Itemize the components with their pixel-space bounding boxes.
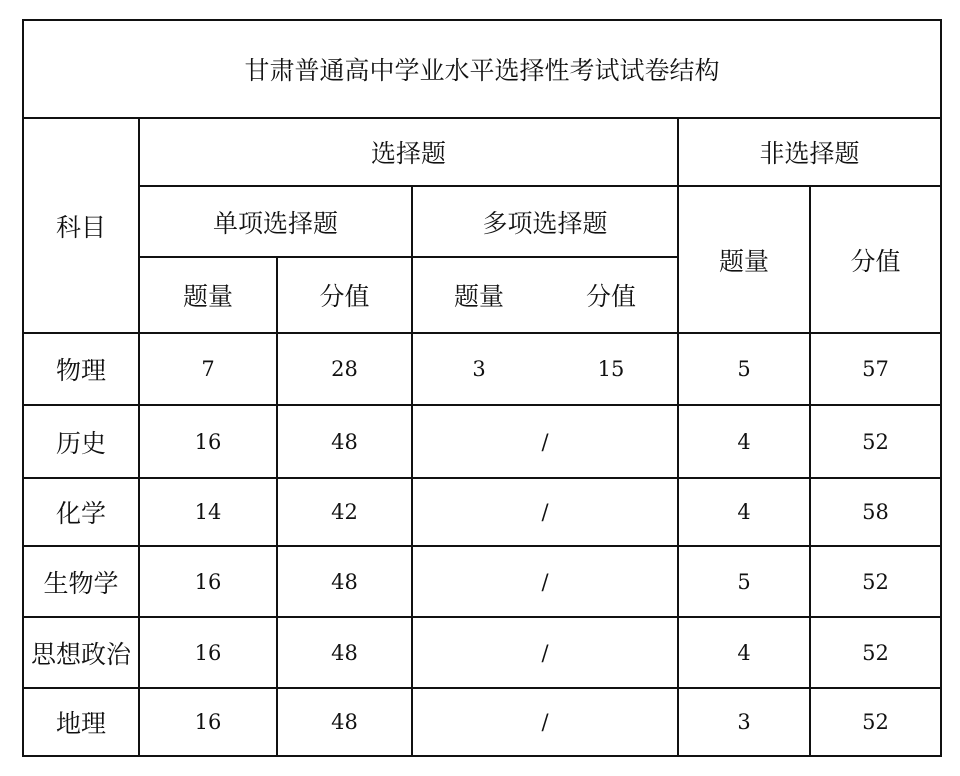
single-score-cell: 48 [277, 688, 412, 756]
table-row [23, 333, 941, 405]
header-non-score: 分值 [810, 186, 941, 333]
subject-cell: 化学 [23, 478, 139, 546]
non-count-cell: 4 [678, 405, 810, 478]
table-row [23, 546, 941, 617]
subject-cell: 地理 [23, 688, 139, 756]
header-single-count: 题量 [139, 257, 277, 333]
subject-cell: 生物学 [23, 546, 139, 617]
multi-none-cell: / [412, 405, 678, 478]
table-row [23, 478, 941, 546]
non-count-cell: 4 [678, 617, 810, 688]
header-single-choice: 单项选择题 [139, 186, 412, 257]
header-row-2 [23, 186, 941, 257]
header-multi-score: 分值 [585, 282, 636, 311]
non-score-cell: 52 [810, 617, 941, 688]
single-count-cell: 16 [139, 546, 277, 617]
single-count-cell: 14 [139, 478, 277, 546]
header-non-count: 题量 [678, 186, 810, 333]
header-subject: 科目 [23, 118, 139, 333]
exam-structure-table [22, 19, 942, 757]
single-score-cell: 48 [277, 546, 412, 617]
header-single-score: 分值 [277, 257, 412, 333]
subject-cell: 历史 [23, 405, 139, 478]
header-multi-split [412, 257, 678, 333]
non-count-cell: 5 [678, 546, 810, 617]
multi-none-cell: / [412, 617, 678, 688]
subject-cell: 物理 [23, 333, 139, 405]
title-row [23, 20, 941, 118]
non-score-cell: 52 [810, 688, 941, 756]
non-score-cell: 58 [810, 478, 941, 546]
header-multi-count: 题量 [453, 282, 504, 311]
single-score-cell: 42 [277, 478, 412, 546]
multi-score-cell: 15 [597, 357, 625, 381]
non-score-cell: 52 [810, 405, 941, 478]
single-count-cell: 16 [139, 688, 277, 756]
exam-structure-table-container [22, 19, 942, 757]
multi-split-cell [412, 333, 678, 405]
header-multi-choice: 多项选择题 [412, 186, 678, 257]
subject-cell: 思想政治 [23, 617, 139, 688]
multi-none-cell: / [412, 478, 678, 546]
non-score-cell: 52 [810, 546, 941, 617]
header-row-1 [23, 118, 941, 186]
header-choice: 选择题 [139, 118, 678, 186]
single-score-cell: 48 [277, 405, 412, 478]
non-count-cell: 4 [678, 478, 810, 546]
single-count-cell: 16 [139, 405, 277, 478]
table-row [23, 405, 941, 478]
table-row [23, 617, 941, 688]
table-title: 甘肃普通高中学业水平选择性考试试卷结构 [23, 20, 941, 118]
header-non-choice: 非选择题 [678, 118, 941, 186]
multi-count-cell: 3 [472, 357, 486, 381]
non-count-cell: 3 [678, 688, 810, 756]
single-count-cell: 7 [139, 333, 277, 405]
table-row [23, 688, 941, 756]
non-score-cell: 57 [810, 333, 941, 405]
multi-none-cell: / [412, 688, 678, 756]
non-count-cell: 5 [678, 333, 810, 405]
single-score-cell: 28 [277, 333, 412, 405]
single-count-cell: 16 [139, 617, 277, 688]
multi-none-cell: / [412, 546, 678, 617]
single-score-cell: 48 [277, 617, 412, 688]
